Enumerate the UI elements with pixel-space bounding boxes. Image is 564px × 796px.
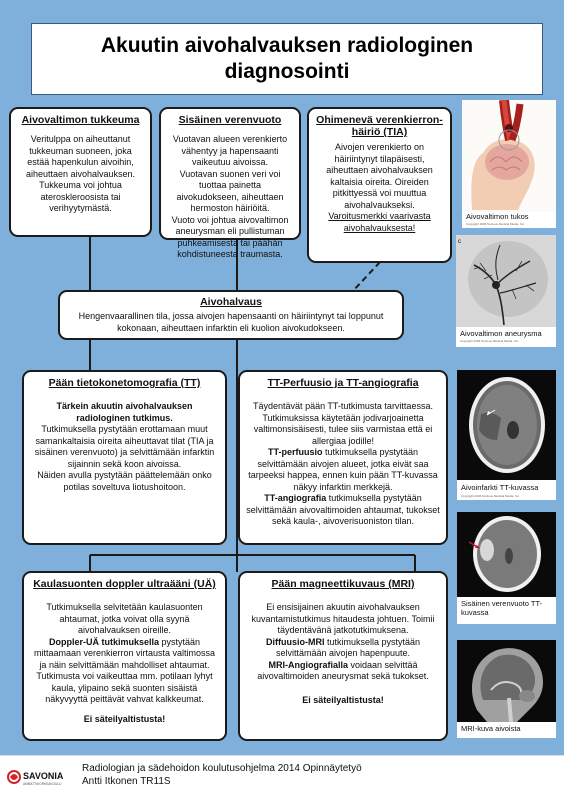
logo-subtext: AMMATTIKORKEAKOULU bbox=[23, 782, 62, 786]
box-kaulasuonten-doppler bbox=[22, 571, 227, 741]
image-mri-kuva bbox=[457, 640, 556, 738]
image-caption: Aivovaltimon tukos bbox=[466, 212, 529, 221]
box-text: Vuotavan alueen verenkierto vähentyy ja hapensaanti vaikeutuu aivoissa. bbox=[172, 134, 288, 167]
image-sisainen-verenvuoto-tt bbox=[457, 512, 556, 624]
box-paan-tt bbox=[22, 370, 227, 545]
image-aivovaltimon-aneurysma bbox=[456, 235, 556, 347]
box-heading: Kaulasuonten doppler ultraääni (UÄ) bbox=[33, 578, 216, 590]
title-line-1: Akuutin aivohalvauksen radiologinen bbox=[100, 34, 474, 57]
box-text-span: tutkimuksella pystytään selvittämään aivojen alueet, jotka eivät saa tarpeeksi happea, ennen kuin pään TT-kuvassa näkyy infarktin merkkejä. bbox=[248, 447, 438, 492]
box-aivovaltimon-tukkeuma bbox=[9, 107, 152, 237]
box-text: Vuotavan suonen veri voi tuottaa painetta aivokudokseen, aiheuttaen hermoston häiriöitä. bbox=[176, 168, 284, 213]
box-text: Vuoto voi johtua aivovaltimon aneurysman eli pullistuman puhkeamisesta tai päähän kohdistuneesta traumasta. bbox=[171, 214, 289, 259]
angiography-illustration-icon bbox=[456, 235, 556, 327]
box-heading: TT-Perfuusio ja TT-angiografia bbox=[267, 377, 419, 389]
ct-scan-infarct-icon bbox=[457, 370, 556, 480]
mri-sagittal-icon bbox=[457, 640, 556, 722]
box-sisainen-verenvuoto bbox=[159, 107, 301, 259]
box-text: Näiden avulla pystytään päättelemään onko potilas soveltuva liotushoitoon. bbox=[37, 470, 212, 492]
box-bold-text: Ei säteilyaltistusta! bbox=[302, 694, 384, 705]
box-text: Aivojen verenkierto on häiriintynyt tilapäisesti, aiheuttaen aivohalvauksen kaltaisia oireita. Oireiden pitkittyessä voi muuttua aivohalvaukseksi. bbox=[326, 142, 433, 210]
image-aivovaltimon-tukos bbox=[462, 100, 556, 228]
box-heading: Aivohalvaus bbox=[200, 296, 262, 308]
box-paan-mri bbox=[238, 571, 448, 741]
box-bold-term: MRI-Angiografialla bbox=[268, 659, 348, 670]
logo-text: SAVONIA bbox=[23, 771, 64, 781]
footer-text bbox=[82, 762, 362, 788]
box-tt-perfuusio bbox=[238, 370, 448, 545]
box-heading: Pään magneettikuvaus (MRI) bbox=[271, 578, 415, 590]
footer bbox=[0, 755, 564, 796]
image-caption: Sisäinen verenvuoto TT-kuvassa bbox=[461, 599, 543, 617]
box-bold-term: Doppler-UÄ tutkimuksella bbox=[48, 636, 159, 647]
image-caption: MRI-kuva aivoista bbox=[461, 724, 521, 733]
head-artery-illustration-icon bbox=[462, 100, 556, 212]
image-credit: Copyright 2006 Nucleus Medical Media, Inc. bbox=[460, 339, 519, 343]
box-text bbox=[246, 660, 440, 683]
box-heading: Pään tietokonetomografia (TT) bbox=[48, 377, 201, 389]
svg-text:c: c bbox=[458, 239, 461, 245]
box-text bbox=[30, 637, 219, 672]
box-bold-term: TT-angiografia bbox=[264, 493, 327, 503]
box-bold-term: TT-perfuusio bbox=[267, 447, 323, 457]
box-text: Ei ensisijainen akuutin aivohalvauksen kuvantamistutkimus hitaudesta johtuen. Toimii täydentävänä jatkotutkimuksena. bbox=[251, 602, 435, 635]
box-text: Tutkimuksella selvitetään kaulasuonten ahtaumat, jotka voivat olla syynä aivohalvauksen oireille. bbox=[46, 602, 203, 635]
box-bold-text: Ei säteilyaltistusta! bbox=[83, 713, 166, 724]
box-aivohalvaus bbox=[58, 290, 404, 340]
footer-line-2: Antti Itkonen TR11S bbox=[82, 776, 171, 787]
box-text: Tutkimusta voi vaikeuttaa mm. potilaan lyhyt kaula, ylipaino sekä suonten sisäistä näkyvyyttä peittävät vahvat kalkkeumat. bbox=[36, 671, 213, 704]
box-text-span: pystytään mittaamaan verenkierron virtausta valtimossa ja näin selvittämään mahdolliset ahtaumat. bbox=[33, 636, 216, 670]
savonia-logo bbox=[6, 765, 76, 789]
image-credit: Copyright 2006 Nucleus Medical Media, Inc. bbox=[461, 494, 520, 498]
box-text: Veritulppa on aiheuttanut tukkeuman suoneen, joka estää hapenkulun aivoihin, aiheuttaen aivohalvauksen. bbox=[25, 134, 136, 179]
box-heading: Aivovaltimon tukkeuma bbox=[21, 114, 140, 126]
box-text-span: tutkimuksella pystytään selvittämään aivojen hapenpuute. bbox=[275, 636, 421, 658]
box-bold-term: Diffuusio-MRI bbox=[265, 636, 325, 647]
box-text bbox=[246, 637, 440, 660]
box-text-span: tutkimuksella pystytään selvittämään aivovaltimoiden ahtaumat, tukokset sekä kaula-, aivoverisuoniston tilan. bbox=[246, 493, 440, 526]
box-text: Tutkimuksella pystytään erottamaan muut samankaltaisia oireita aiheuttavat tilat (TIA ja sisäinen verenvuoto) ja selvittämään infarktin sijainnin sekä koon aivoissa. bbox=[34, 424, 215, 469]
footer-line-1: Radiologian ja sädehoidon koulutusohjelma 2014 Opinnäytetyö bbox=[82, 763, 362, 774]
box-bold-text: Tärkein akuutin aivohalvauksen radiologinen tutkimus. bbox=[56, 401, 193, 423]
image-caption: Aivoinfarkti TT-kuvassa bbox=[461, 483, 539, 492]
box-text: Hengenvaarallinen tila, jossa aivojen hapensaanti on häiriintynyt tai loppunut kokonaan, aiheuttaen infarktin eli kuolion aivokudokseen. bbox=[78, 311, 384, 333]
box-warning-text: Varoitusmerkki vaarivasta aivohalvauksesta! bbox=[328, 211, 431, 233]
box-text bbox=[246, 447, 440, 493]
image-aivoinfarkti-tt bbox=[457, 370, 556, 500]
image-caption: Aivovaltimon aneurysma bbox=[460, 329, 542, 338]
box-text: Tukkeuma voi johtua ateroskleroosista tai verihyytymästä. bbox=[39, 180, 122, 213]
box-tia bbox=[307, 107, 452, 263]
box-text: Täydentävät pään TT-tutkimusta tarvittaessa. Tutkimuksissa käytetään jodivarjoainetta valtimonsisäisesti, tulee siis varmistaa että ei allergiaa jodille! bbox=[253, 401, 433, 446]
poster-title bbox=[31, 23, 543, 95]
box-text-span: voidaan selvittää aivovaltimoiden aneurysmat sekä tukokset. bbox=[257, 659, 429, 681]
box-text bbox=[246, 493, 440, 528]
box-heading: Ohimenevä verenkierron-häiriö (TIA) bbox=[316, 114, 443, 138]
savonia-logo-icon bbox=[6, 765, 76, 789]
box-heading: Sisäinen verenvuoto bbox=[178, 114, 282, 126]
image-credit: Copyright 2006 Nucleus Medical Media, Inc. bbox=[466, 222, 525, 226]
ct-scan-hemorrhage-icon bbox=[457, 512, 556, 597]
title-line-2: diagnosointi bbox=[224, 60, 350, 83]
